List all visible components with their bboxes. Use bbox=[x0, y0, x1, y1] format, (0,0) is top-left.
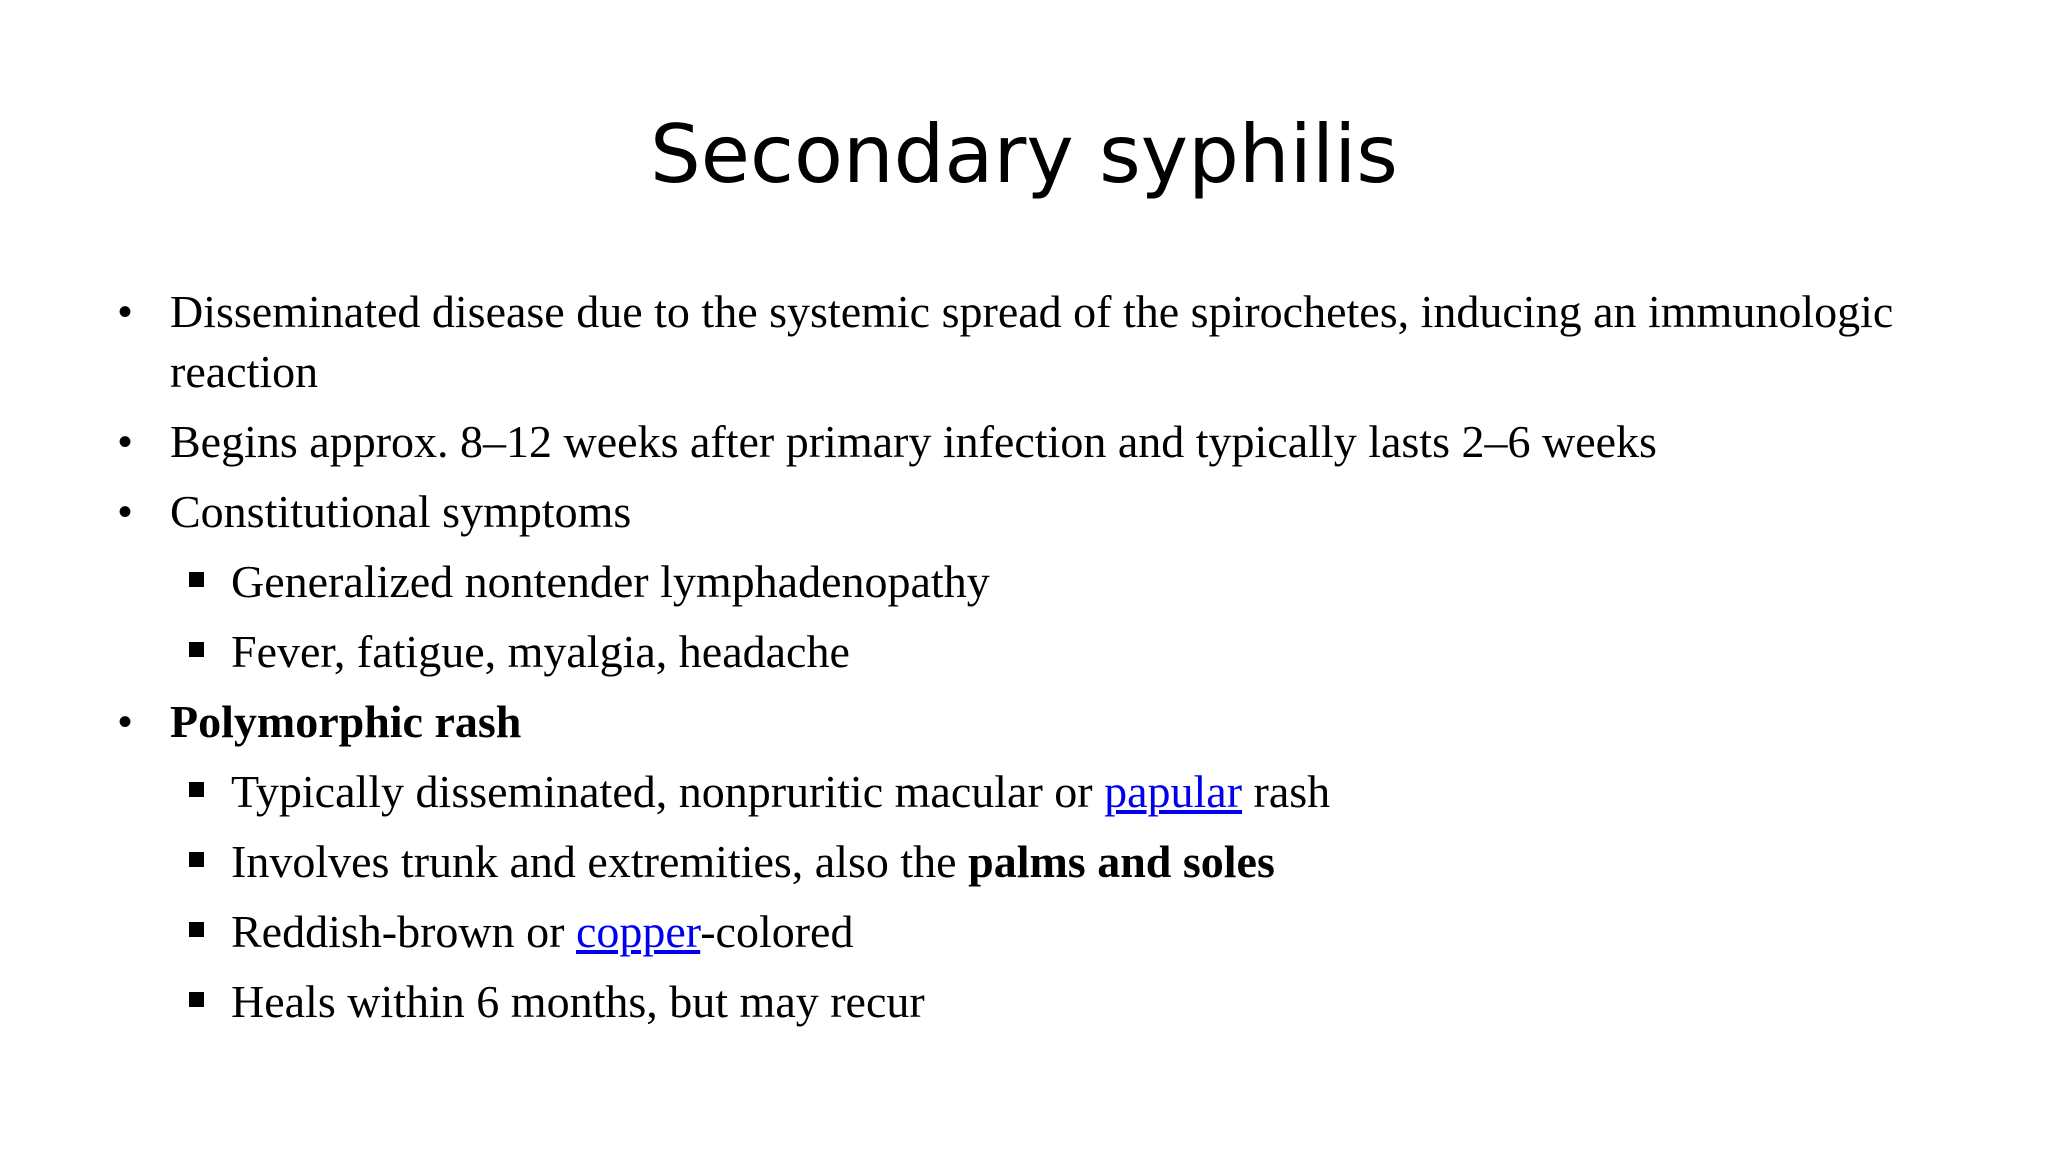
copper-link[interactable]: copper bbox=[575, 906, 701, 957]
bullet-text: Begins approx. 8–12 weeks after primary infection and typically lasts 2–6 weeks bbox=[170, 416, 1657, 467]
square-bullet-icon bbox=[189, 642, 204, 657]
sub-bullet-item bbox=[231, 762, 2010, 822]
sub-bullet-item bbox=[231, 552, 2010, 612]
sub-bullet-text: Generalized nontender lymphadenopathy bbox=[231, 556, 990, 607]
sub-bullet-text-part: rash bbox=[1242, 766, 1331, 817]
sub-bullet-text-part: Involves trunk and extremities, also the bbox=[231, 836, 969, 887]
sub-bullet-item bbox=[231, 902, 2010, 962]
bullet-text: Disseminated disease due to the systemic spread of the spirochetes, inducing an immunologic reaction bbox=[170, 286, 1894, 397]
slide-title: Secondary syphilis bbox=[650, 108, 1398, 201]
bullet-item bbox=[118, 482, 2010, 542]
bullet-list bbox=[118, 282, 2010, 1042]
sub-bullet-bold-text: palms and soles bbox=[968, 836, 1275, 887]
sub-bullet-item bbox=[231, 832, 2010, 892]
square-bullet-icon bbox=[189, 852, 204, 867]
bullet-dot-icon: • bbox=[118, 700, 133, 744]
sub-bullet-text-part: Reddish-brown or bbox=[231, 906, 576, 957]
sub-bullet-text-part: -colored bbox=[700, 906, 854, 957]
bullet-dot-icon: • bbox=[118, 420, 133, 464]
bullet-dot-icon: • bbox=[118, 490, 133, 534]
bullet-item bbox=[118, 412, 2010, 472]
square-bullet-icon bbox=[189, 782, 204, 797]
bullet-dot-icon: • bbox=[118, 290, 133, 334]
bullet-item bbox=[118, 282, 2010, 402]
bullet-text: Constitutional symptoms bbox=[170, 486, 632, 537]
sub-bullet-item bbox=[231, 622, 2010, 682]
bullet-item bbox=[118, 692, 2010, 752]
square-bullet-icon bbox=[189, 992, 204, 1007]
square-bullet-icon bbox=[189, 572, 204, 587]
papular-link[interactable]: papular bbox=[1104, 766, 1243, 817]
sub-bullet-text-part: Typically disseminated, nonpruritic macular or bbox=[231, 766, 1105, 817]
square-bullet-icon bbox=[189, 922, 204, 937]
sub-bullet-text: Heals within 6 months, but may recur bbox=[231, 976, 925, 1027]
sub-bullet-item bbox=[231, 972, 2010, 1032]
bullet-text: Polymorphic rash bbox=[170, 696, 522, 747]
sub-bullet-text: Fever, fatigue, myalgia, headache bbox=[231, 626, 850, 677]
